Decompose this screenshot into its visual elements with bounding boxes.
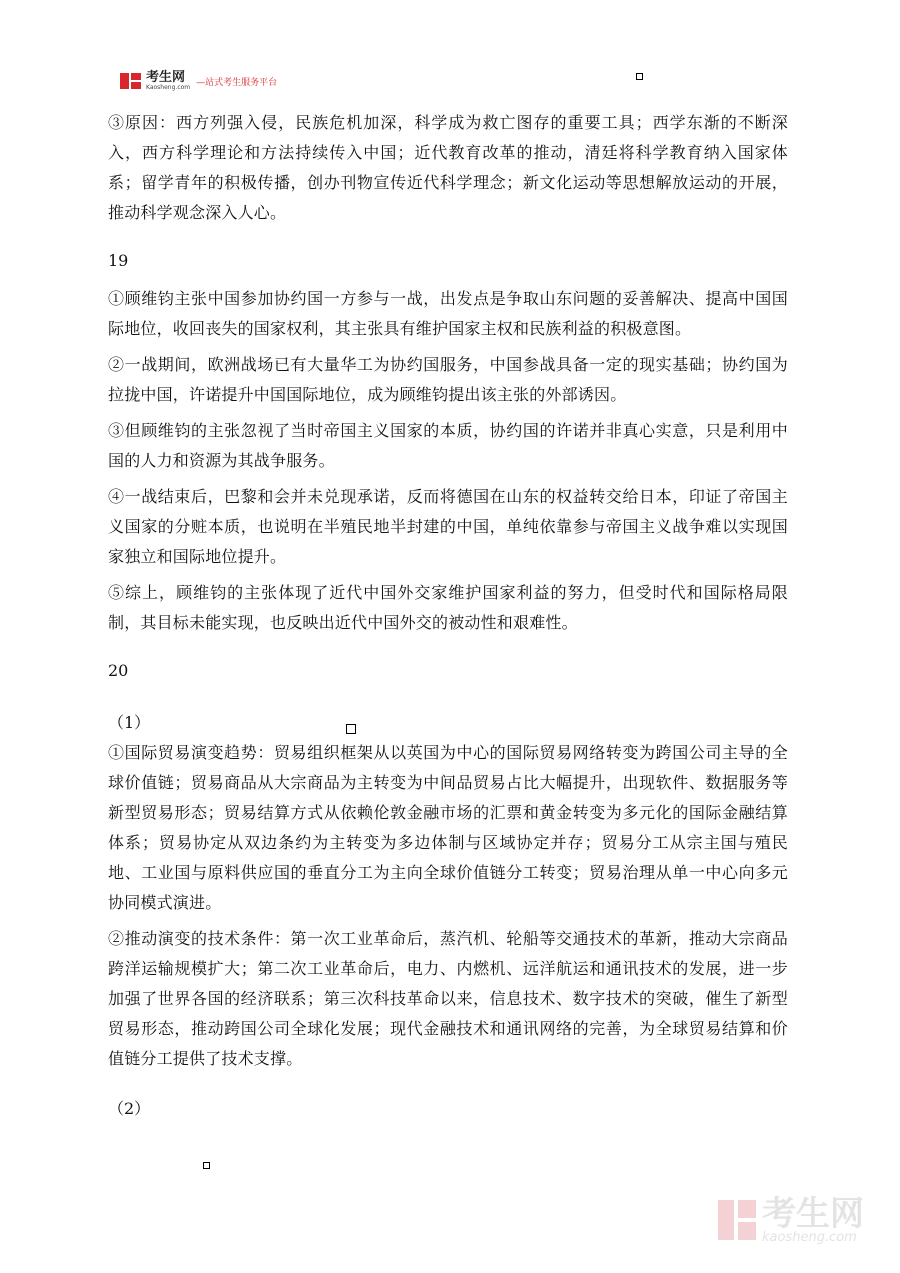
answer-paragraph: ③原因：西方列强入侵，民族危机加深，科学成为救亡图存的重要工具；西学东渐的不断深入，西方科学理论和方法持续传入中国；近代教育改革的推动，清廷将科学教育纳入国家体系；留学青年的积极传播，创办刊物宣传近代科学理念；新文化运动等思想解放运动的开展，推动科学观念深入人心。	[108, 113, 788, 222]
logo-slogan: —站式考生服务平台	[196, 77, 278, 88]
answer-paragraph: ①顾维钧主张中国参加协约国一方参与一战，出发点是争取山东问题的妥善解决、提高中国国际地位，收回丧失的国家权利，其主张具有维护国家主权和民族利益的积极意图。	[108, 289, 788, 338]
watermark-domain: kaosheng.com	[762, 1229, 857, 1245]
logo-domain: Kaosheng.com	[146, 84, 191, 91]
answer-paragraph: ⑤综上，顾维钧的主张体现了近代中国外交家维护国家利益的努力，但受时代和国际格局限制，其目标未能实现，也反映出近代中国外交的被动性和艰难性。	[108, 583, 788, 632]
placeholder-box-icon	[636, 73, 643, 80]
watermark	[718, 1193, 864, 1245]
sub-question-label: （2）	[108, 1099, 151, 1118]
question-number: 19	[108, 251, 129, 270]
answer-paragraph: ③但顾维钧的主张忽视了当时帝国主义国家的本质，协约国的许诺并非真心实意，只是利用中国的人力和资源为其战争服务。	[108, 421, 788, 470]
answer-paragraph: ②一战期间，欧洲战场已有大量华工为协约国服务，中国参战具备一定的现实基础；协约国为拉拢中国，许诺提升中国国际地位，成为顾维钧提出该主张的外部诱因。	[108, 355, 788, 404]
header-logo[interactable]	[120, 70, 277, 92]
logo-name: 考生网	[146, 70, 186, 85]
kaosheng-logo-icon	[120, 71, 142, 91]
sub-question-label: （1）	[108, 713, 151, 732]
logo-text	[146, 71, 190, 91]
answer-paragraph: ①国际贸易演变趋势：贸易组织框架从以英国为中心的国际贸易网络转变为跨国公司主导的全球价值链；贸易商品从大宗商品为主转变为中间品贸易占比大幅提升，出现软件、数据服务等新型贸易形态；贸易结算方式从依赖伦敦金融市场的汇票和黄金转变为多元化的国际金融结算体系；贸易协定从双边条约为主转变为多边体制与区域协定并存；贸易分工从宗主国与殖民地、工业国与原料供应国的垂直分工为主向全球价值链分工转变；贸易治理从单一中心向多元协同模式演进。	[108, 743, 788, 912]
answer-paragraph: ④一战结束后，巴黎和会并未兑现承诺，反而将德国在山东的权益转交给日本，印证了帝国主义国家的分赃本质，也说明在半殖民地半封建的中国，单纯依靠参与帝国主义战争难以实现国家独立和国际地位提升。	[108, 487, 788, 566]
question-number: 20	[108, 661, 129, 680]
document-body	[108, 108, 788, 1124]
answer-paragraph: ②推动演变的技术条件：第一次工业革命后，蒸汽机、轮船等交通技术的革新，推动大宗商品跨洋运输规模扩大；第二次工业革命后，电力、内燃机、远洋航运和通讯技术的发展，进一步加强了世界各国的经济联系；第三次科技革命以来，信息技术、数字技术的突破，催生了新型贸易形态，推动跨国公司全球化发展；现代金融技术和通讯网络的完善，为全球贸易结算和价值链分工提供了技术支撑。	[108, 929, 788, 1068]
placeholder-box-icon	[203, 1162, 210, 1169]
watermark-name: 考生网	[762, 1193, 864, 1234]
watermark-logo-icon	[718, 1196, 756, 1244]
